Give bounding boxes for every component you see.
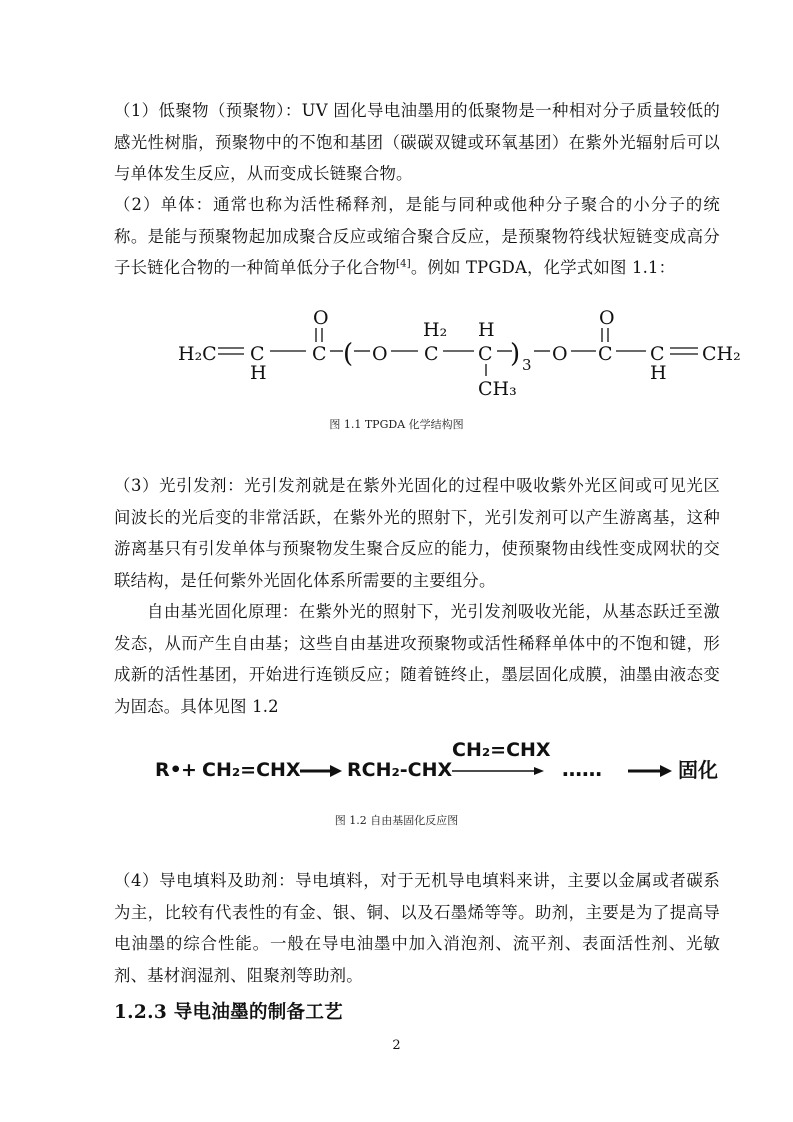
open-parenthesis: ( (343, 339, 354, 369)
terminal-ch2-label: CH₂ (702, 343, 741, 365)
paragraph-photoinitiator: （3）光引发剂：光引发剂就是在紫外光固化的过程中吸收紫外光区间或可见光区间波长的光后变的非常活跃，在紫外光的照射下，光引发剂可以产生游离基，这种游离基只有引发单体与预聚物发生聚合反应的能力，使预聚物由线性变成网状的交联结构，是任何紫外光固化体系所需要的主要组分。 (114, 476, 720, 590)
monomer-label: CH₂=CHX (202, 759, 301, 781)
plus-sign: + (181, 759, 197, 781)
methine-carbon-label: C (478, 343, 493, 365)
cured-product-label: 固化 (678, 758, 718, 782)
paragraph-oligomer: （1）低聚物（预聚物）：UV 固化导电油墨用的低聚物是一种相对分子质量较低的感光性树脂，预聚物中的不饱和基团（碳碳双键或环氧基团）在紫外光辐射后可以与单体发生反应，从而变成长链聚合物。 (114, 101, 720, 183)
reference-marker: [4] (396, 258, 411, 270)
figure-1-1-caption: 图 1.1 TPGDA 化学结构图 (329, 418, 464, 431)
radical-label: R• (155, 759, 182, 781)
monomer-text-end: 。例如 TPGDA，化学式如图 1.1： (410, 258, 676, 277)
methylene-h2-label: H₂ (423, 319, 448, 341)
intermediate-label: RCH₂-CHX (347, 759, 453, 781)
hydrogen-label: H (250, 362, 267, 384)
paragraph-radical-principle: 自由基光固化原理：在紫外光的照射下，光引发剂吸收光能，从基态跃迁至激发态，从而产生自由基；这些自由基进攻预聚物或活性稀释单体中的不饱和键，形成新的活性基团，开始进行连锁反应；随着链终止，墨层固化成膜，油墨由液态变为固态。具体见图 1.2 (114, 602, 720, 716)
section-heading: 1.2.3 导电油墨的制备工艺 (114, 1002, 343, 1023)
carbonyl-oxygen-label-2: O (599, 307, 615, 329)
carbonyl-carbon-label-2: C (598, 343, 613, 365)
vinyl-hydrogen-label: H (650, 362, 667, 384)
ester-oxygen-label: O (552, 343, 568, 365)
ellipsis-dots: …… (562, 757, 602, 781)
arrow-reagent-label: CH₂=CHX (452, 739, 551, 761)
methylene-carbon-label: C (424, 343, 439, 365)
monomer-text: （2）单体：通常也称为活性稀释剂，是能与同种或他种分子聚合的小分子的统称。是能与预聚物起加成聚合反应或缩合聚合反应，是预聚物符线状短链变成高分子长链化合物的一种简单低分子化合物 (114, 195, 720, 277)
carbonyl-oxygen-label: O (313, 307, 329, 329)
figure-1-2-caption: 图 1.2 自由基固化反应图 (334, 814, 459, 827)
paragraph-monomer (114, 189, 720, 284)
reaction-arrow-head-2 (534, 767, 544, 775)
repeat-count-label: 3 (522, 356, 532, 374)
vinyl-carbon-label: C (650, 343, 665, 365)
carbonyl-carbon-label: C (312, 343, 327, 365)
methyl-label: CH₃ (478, 378, 517, 400)
reaction-arrow-head-3 (660, 765, 672, 777)
methine-h-label: H (478, 319, 495, 341)
radical-curing-reaction-figure (0, 734, 793, 794)
close-parenthesis: ) (510, 339, 521, 369)
tpgda-structure-figure (0, 300, 793, 400)
h2c-label: H₂C (178, 343, 217, 365)
ether-oxygen-label: O (372, 343, 388, 365)
page-number: 2 (392, 1038, 401, 1053)
reaction-arrow-head (330, 765, 342, 777)
paragraph-fillers: （4）导电填料及助剂：导电填料，对于无机导电填料来讲，主要以金属或者碳系为主，比较有代表性的有金、银、铜、以及石墨烯等等。助剂，主要是为了提高导电油墨的综合性能。一般在导电油墨中加入消泡剂、流平剂、表面活性剂、光敏剂、基材润湿剂、阻聚剂等助剂。 (114, 871, 720, 985)
carbon-label: C (250, 343, 265, 365)
